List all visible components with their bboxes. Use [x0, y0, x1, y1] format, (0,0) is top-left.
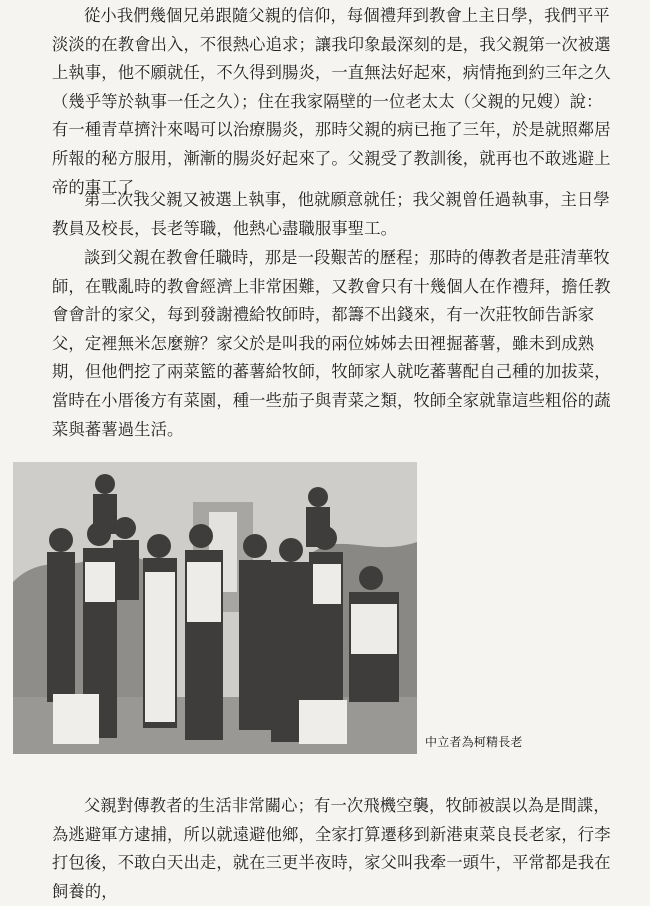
- paragraph-1: 從小我們幾個兄弟跟隨父親的信仰，每個禮拜到教會上主日學，我們平平淡淡的在教會出入，不很熱心追求；讓我印象最深刻的是，我父親第一次被選上執事，他不願就任，不久得到腸炎，一直無法好起來，病情拖到約三年之久（幾乎等於執事一任之久）；住在我家隔壁的一位老太太（父親的兄嫂）說：有一種青草擠汁來喝可以治療腸炎，那時父親的病已拖了三年，於是就照鄰居所報的秘方服用，漸漸的腸炎好起來了。父親受了教訓後，就再也不敢逃避上帝的事工了。: [52, 6, 611, 197]
- paragraph-4: 父親對傳教者的生活非常關心；有一次飛機空襲，牧師被誤以為是間諜，為逃避軍方逮捕，所以就遠避他鄉，全家打算遷移到新港東菜良長老家，行李打包後，不敢白天出走，就在三更半夜時，家父叫我牽一頭牛，平常都是我在飼養的，: [52, 796, 611, 901]
- group-photo: [13, 462, 417, 754]
- photo-caption: 中立者為柯精長老: [425, 735, 523, 749]
- paragraph-2: 第二次我父親又被選上執事，他就願意就任；我父親曾任過執事，主日學教員及校長，長老等職，他熱心盡職服事聖工。: [52, 190, 610, 238]
- paragraph-3: 談到父親在教會任職時，那是一段艱苦的歷程；那時的傳教者是莊清華牧師，在戰亂時的教會經濟上非常困難，又教會只有十幾個人在作禮拜，擔任教會會計的家父，每到發謝禮給牧師時，都籌不出錢來，有一次莊牧師告訴家父，定裡無米怎麼辦？家父於是叫我的兩位姊姊去田裡掘蕃薯，雖未到成熟期，但他們挖了兩菜籃的蕃薯給牧師，牧師家人就吃蕃薯配自己種的加拔菜，當時在小厝後方有菜園，種一些茄子與青菜之類，牧師全家就靠這些粗俗的蔬菜與蕃薯過生活。: [52, 248, 611, 439]
